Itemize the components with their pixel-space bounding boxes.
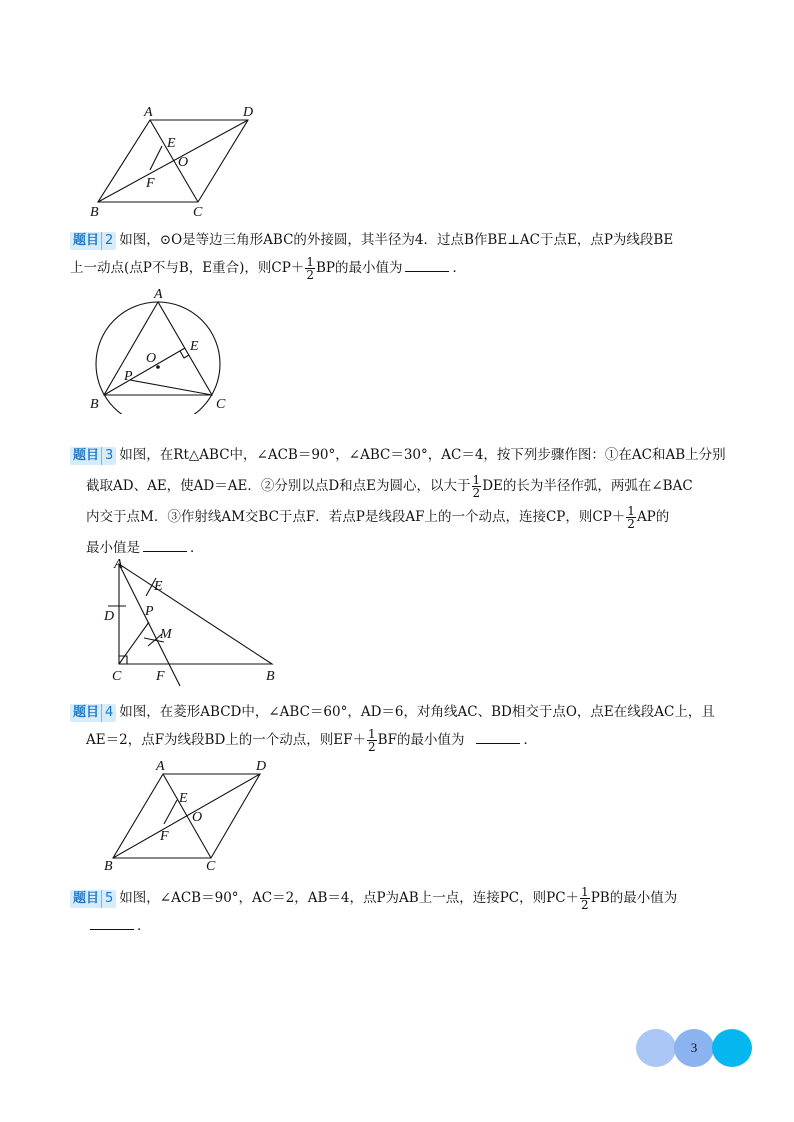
- problem-4-text-2c: ．: [523, 732, 537, 748]
- answer-blank: [405, 257, 449, 272]
- problem-2-line-1: [70, 226, 730, 254]
- frac-denominator: 2: [627, 517, 635, 531]
- badge-label: 题目: [73, 705, 100, 720]
- fraction-one-half: [580, 886, 590, 911]
- label-c: C: [216, 397, 226, 412]
- label-b: B: [104, 859, 113, 874]
- answer-blank: [143, 537, 187, 552]
- problem-4-line-1: [70, 698, 730, 726]
- decor-circle-3: [712, 1029, 752, 1067]
- problem-badge: [70, 704, 116, 722]
- badge-label: 题目: [73, 891, 100, 906]
- fraction-one-half: [472, 474, 482, 499]
- badge-label: 题目: [73, 448, 100, 463]
- label-e: E: [190, 339, 199, 354]
- problem-3-text-4a: 最小值是: [86, 540, 140, 556]
- fraction-one-half: [626, 505, 636, 530]
- problem-5: [70, 884, 730, 940]
- problem-4-text-1: 如图，在菱形ABCD中，∠ABC＝60°，AD＝6，对角线AC、BD相交于点O，点E在线段AC上，且: [119, 704, 715, 720]
- fraction-one-half: [367, 728, 377, 753]
- problem-3-line-1: [70, 440, 730, 471]
- problem-2-text-2c: ．: [452, 260, 466, 276]
- figure-rhombus-top: [80, 98, 280, 223]
- problem-3-text-3a: 内交于点M．③作射线AM交BC于点F．若点P是线段AF上的一个动点，连接CP，则CP＋: [86, 509, 626, 525]
- problem-4-text-2b: BF的最小值为: [377, 732, 465, 748]
- frac-numerator: 1: [627, 504, 635, 518]
- label-a: A: [154, 287, 163, 302]
- problem-5-text-2: ．: [137, 918, 151, 934]
- label-b: B: [90, 397, 99, 412]
- center-o-dot: [156, 365, 160, 369]
- badge-number: 2: [101, 232, 113, 250]
- label-p: P: [124, 369, 133, 384]
- label-p: P: [145, 604, 154, 619]
- ray-am: [119, 564, 180, 686]
- problem-2-text-2b: BP的最小值为: [315, 260, 403, 276]
- label-e: E: [154, 579, 163, 594]
- segment-cp: [119, 622, 149, 664]
- frac-denominator: 2: [581, 898, 589, 912]
- label-f: F: [160, 829, 169, 844]
- problem-3-text-2b: DE的长为半径作弧，两弧在∠BAC: [482, 478, 693, 494]
- segment-cp: [130, 380, 212, 395]
- figure-circle-triangle: [80, 284, 250, 414]
- frac-denominator: 2: [306, 268, 314, 282]
- label-a: A: [156, 759, 165, 774]
- segment-ef: [150, 146, 162, 170]
- badge-number: 5: [101, 890, 113, 908]
- problem-3: [70, 440, 730, 564]
- label-c: C: [193, 205, 203, 220]
- problem-badge: [70, 890, 116, 908]
- frac-denominator: 2: [368, 740, 376, 754]
- frac-denominator: 2: [472, 486, 481, 500]
- label-o: O: [146, 351, 157, 366]
- badge-label: 题目: [73, 233, 100, 248]
- badge-number: 4: [101, 704, 113, 722]
- problem-3-line-2: [70, 471, 730, 502]
- diagonal-bd: [113, 774, 260, 858]
- fraction-one-half: [305, 256, 315, 281]
- label-c: C: [206, 859, 216, 874]
- problem-2-text-2a: 上一动点(点P不与B，E重合)，则CP＋: [70, 260, 305, 276]
- problem-badge: [70, 232, 116, 250]
- page-number-indicator: [636, 1028, 752, 1068]
- label-b: B: [266, 669, 275, 684]
- problem-5-text-1a: 如图，∠ACB＝90°，AC＝2，AB＝4，点P为AB上一点，连接PC，则PC＋: [119, 890, 580, 906]
- frac-numerator: 1: [581, 885, 589, 899]
- problem-2-text-1: 如图，⊙O是等边三角形ABC的外接圆，其半径为4．过点B作BE⊥AC于点E，点P为线段BE: [119, 232, 674, 248]
- label-a: A: [114, 557, 123, 572]
- label-f: F: [146, 176, 155, 191]
- frac-numerator: 1: [306, 255, 314, 269]
- label-d: D: [243, 105, 254, 120]
- problem-5-text-1b: PB的最小值为: [590, 890, 678, 906]
- page-number: 3: [690, 1040, 698, 1055]
- label-a: A: [144, 105, 153, 120]
- problem-3-text-3b: AP的: [636, 509, 670, 525]
- frac-numerator: 1: [472, 473, 481, 487]
- label-o: O: [192, 810, 203, 825]
- label-e: E: [167, 136, 176, 151]
- circumcircle: [96, 302, 220, 414]
- label-b: B: [90, 205, 99, 220]
- label-d: D: [104, 609, 115, 624]
- label-e: E: [179, 791, 188, 806]
- problem-5-line-1: [70, 884, 730, 912]
- problem-badge: [70, 447, 116, 465]
- label-d: D: [256, 759, 267, 774]
- problem-5-line-2: [70, 912, 730, 940]
- answer-blank: [90, 915, 134, 930]
- problem-4: [70, 698, 730, 754]
- label-f: F: [156, 669, 165, 684]
- triangle-acb: [119, 564, 272, 664]
- figure-right-triangle: [96, 556, 296, 690]
- diagonal-bd: [98, 120, 248, 202]
- problem-3-line-3: [70, 502, 730, 533]
- answer-blank: [476, 729, 520, 744]
- label-o: O: [178, 155, 189, 170]
- segment-ef: [164, 800, 177, 824]
- problem-3-text-4b: ．: [190, 540, 204, 556]
- decor-circle-1: [636, 1029, 676, 1067]
- frac-numerator: 1: [368, 727, 376, 741]
- problem-3-text-1: 如图，在Rt△ABC中，∠ACB＝90°，∠ABC＝30°，AC＝4，按下列步骤作图：①在AC和AB上分别: [119, 447, 726, 463]
- problem-2: [70, 226, 730, 282]
- problem-3-text-2a: 截取AD、AE，使AD＝AE．②分别以点D和点E为圆心，以大于: [86, 478, 471, 494]
- figure-rhombus-bottom: [96, 754, 296, 878]
- problem-2-line-2: [70, 254, 730, 282]
- problem-4-text-2a: AE＝2，点F为线段BD上的一个动点，则EF＋: [86, 732, 367, 748]
- badge-number: 3: [101, 447, 113, 465]
- problem-4-line-2: [70, 726, 730, 754]
- label-c: C: [112, 669, 122, 684]
- label-m: M: [160, 627, 172, 642]
